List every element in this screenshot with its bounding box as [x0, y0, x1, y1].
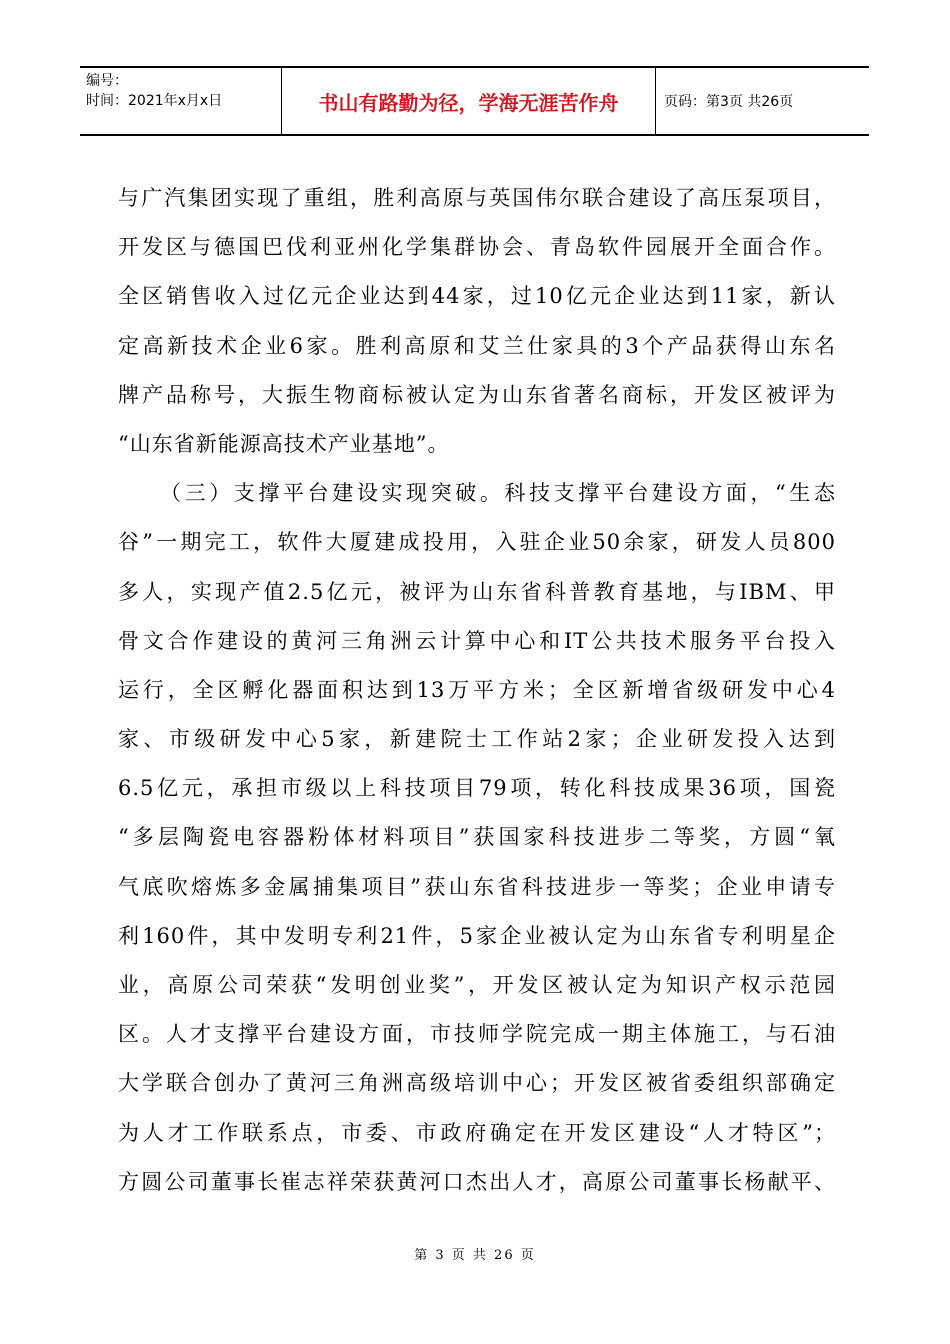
- body-line: 与广汽集团实现了重组，胜利高原与英国伟尔联合建设了高压泵项目，: [118, 186, 836, 210]
- header-page-code: 页码：第3页 共26页: [664, 94, 794, 110]
- body-line: 牌产品称号，大振生物商标被认定为山东省著名商标，开发区被评为: [118, 382, 836, 407]
- document-header: [80, 66, 869, 136]
- body-line: 气底吹熔炼多金属捕集项目”获山东省科技进步一等奖；企业申请专: [118, 874, 836, 899]
- body-line: 方圆公司董事长崔志祥荣获黄河口杰出人才，高原公司董事长杨献平、: [118, 1169, 836, 1194]
- body-line: 区。人才支撑平台建设方面，市技师学院完成一期主体施工，与石油: [118, 1022, 836, 1047]
- body-line: 开发区与德国巴伐利亚州化学集群协会、青岛软件园展开全面合作。: [118, 235, 836, 260]
- body-line: 谷”一期完工，软件大厦建成投用，入驻企业50余家，研发人员800: [118, 530, 836, 555]
- header-motto: 书山有路勤为径，学海无涯苦作舟: [282, 68, 656, 134]
- body-line: “山东省新能源高技术产业基地”。: [118, 431, 450, 456]
- body-line: 运行，全区孵化器面积达到13万平方米；全区新增省级研发中心4: [118, 677, 836, 702]
- body-line: 多人，实现产值2.5亿元，被评为山东省科普教育基地，与IBM、甲: [118, 579, 836, 604]
- document-time-label: 时间：2021年x月x日: [86, 93, 223, 109]
- body-line: 家、市级研发中心5家，新建院士工作站2家；企业研发投入达到: [118, 727, 836, 752]
- page-footer: 第 3 页 共 26 页: [414, 1248, 536, 1263]
- body-line: 骨文合作建设的黄河三角洲云计算中心和IT公共技术服务平台投入: [118, 628, 836, 653]
- body-line: 定高新技术企业6家。胜利高原和艾兰仕家具的3个产品获得山东名: [118, 333, 836, 358]
- header-meta: [80, 68, 282, 134]
- body-line: （三）支撑平台建设实现突破。科技支撑平台建设方面，“生态: [160, 481, 836, 506]
- body-line: 利160件，其中发明专利21件，5家企业被认定为山东省专利明星企: [118, 923, 836, 948]
- body-line: “多层陶瓷电容器粉体材料项目”获国家科技进步二等奖，方圆“氧: [118, 825, 836, 850]
- document-number-label: 编号：: [86, 73, 128, 89]
- body-line: 业，高原公司荣获“发明创业奖”，开发区被认定为知识产权示范园: [118, 973, 836, 997]
- body-line: 全区销售收入过亿元企业达到44家，过10亿元企业达到11家，新认: [118, 284, 836, 309]
- body-line: 6.5亿元，承担市级以上科技项目79项，转化科技成果36项，国瓷: [118, 776, 836, 801]
- body-line: 大学联合创办了黄河三角洲高级培训中心；开发区被省委组织部确定: [118, 1071, 836, 1096]
- body-line: 为人才工作联系点，市委、市政府确定在开发区建设“人才特区”；: [118, 1120, 836, 1145]
- document-body: [118, 174, 836, 1207]
